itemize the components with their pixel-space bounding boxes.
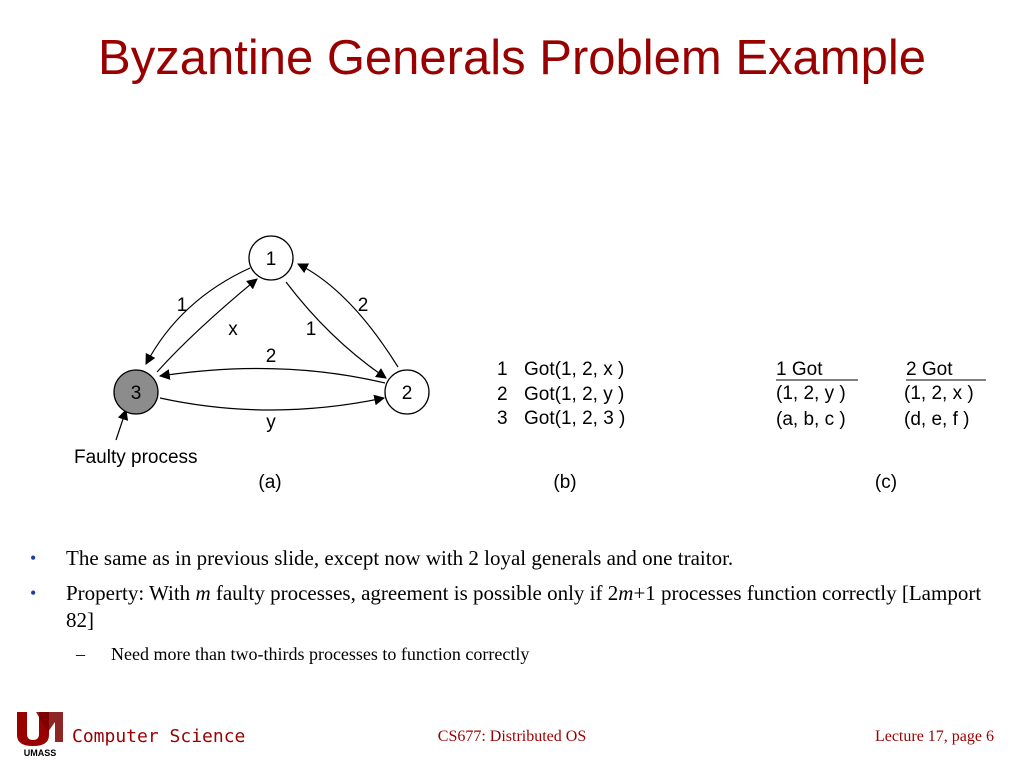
edge-1-to-2 <box>286 282 386 378</box>
edge-label-2-to-3: 2 <box>265 346 277 367</box>
c-col2-row-1: (1, 2, x ) <box>904 383 974 404</box>
bullet-item <box>30 545 1000 572</box>
c-col2-header: 2 Got <box>906 359 953 380</box>
bullet-text-pre: Property: With <box>66 581 196 605</box>
caption-b: (b) <box>553 472 577 493</box>
b-row-2-index: 2 <box>497 384 508 405</box>
b-row-1-text: Got(1, 2, x ) <box>524 359 625 380</box>
caption-a: (a) <box>258 472 282 493</box>
node-2-label: 2 <box>401 383 413 404</box>
bullet-item <box>30 580 1000 634</box>
edge-label-1-to-2: 1 <box>305 319 317 340</box>
sub-bullet-marker: – <box>76 644 85 664</box>
c-col1-header: 1 Got <box>776 359 823 380</box>
edge-2-to-1 <box>298 264 398 367</box>
b-row-1-index: 1 <box>497 359 508 380</box>
bullet-var-m: m <box>195 581 211 605</box>
c-col2-row-2: (d, e, f ) <box>904 409 970 430</box>
node-3-label: 3 <box>130 383 142 404</box>
c-col1-row-2: (a, b, c ) <box>776 409 846 430</box>
edge-label-3-to-2: y <box>266 412 276 433</box>
c-col1-row-1: (1, 2, y ) <box>776 383 846 404</box>
footer-department: Computer Science <box>72 726 246 747</box>
footer-course: CS677: Distributed OS <box>437 728 587 745</box>
edge-2-to-3 <box>160 368 385 383</box>
edge-label-3-to-1: x <box>228 319 238 340</box>
b-row-2-text: Got(1, 2, y ) <box>524 384 625 405</box>
edge-label-2-to-1: 2 <box>357 295 369 316</box>
bullet-text-post: +1 processes function correctly [Lamport 82] <box>66 581 982 632</box>
edge-3-to-2 <box>160 398 384 410</box>
sub-bullet-text: Need more than two-thirds processes to function correctly <box>111 644 530 664</box>
bullet-marker: • <box>30 548 37 568</box>
bullet-marker: • <box>30 583 37 603</box>
b-row-3-index: 3 <box>497 408 508 429</box>
b-row-3-text: Got(1, 2, 3 ) <box>524 408 626 429</box>
faulty-pointer <box>116 410 126 440</box>
slide-title: Byzantine Generals Problem Example <box>98 31 926 85</box>
edge-label-1-to-3: 1 <box>176 295 188 316</box>
logo-text: UMASS <box>23 748 57 758</box>
bullet-text-mid: faulty processes, agreement is possible only if 2 <box>210 581 619 605</box>
bullet-text: The same as in previous slide, except now with 2 loyal generals and one traitor. <box>66 546 734 570</box>
caption-c: (c) <box>874 472 898 493</box>
footer-page-number: Lecture 17, page 6 <box>874 728 994 745</box>
edge-1-to-3 <box>146 268 250 364</box>
bullet-list <box>30 545 1000 666</box>
sub-bullet-item <box>30 642 1000 666</box>
bullet-var-m: m <box>618 581 634 605</box>
faulty-process-label: Faulty process <box>74 447 198 468</box>
node-1-label: 1 <box>265 249 277 270</box>
